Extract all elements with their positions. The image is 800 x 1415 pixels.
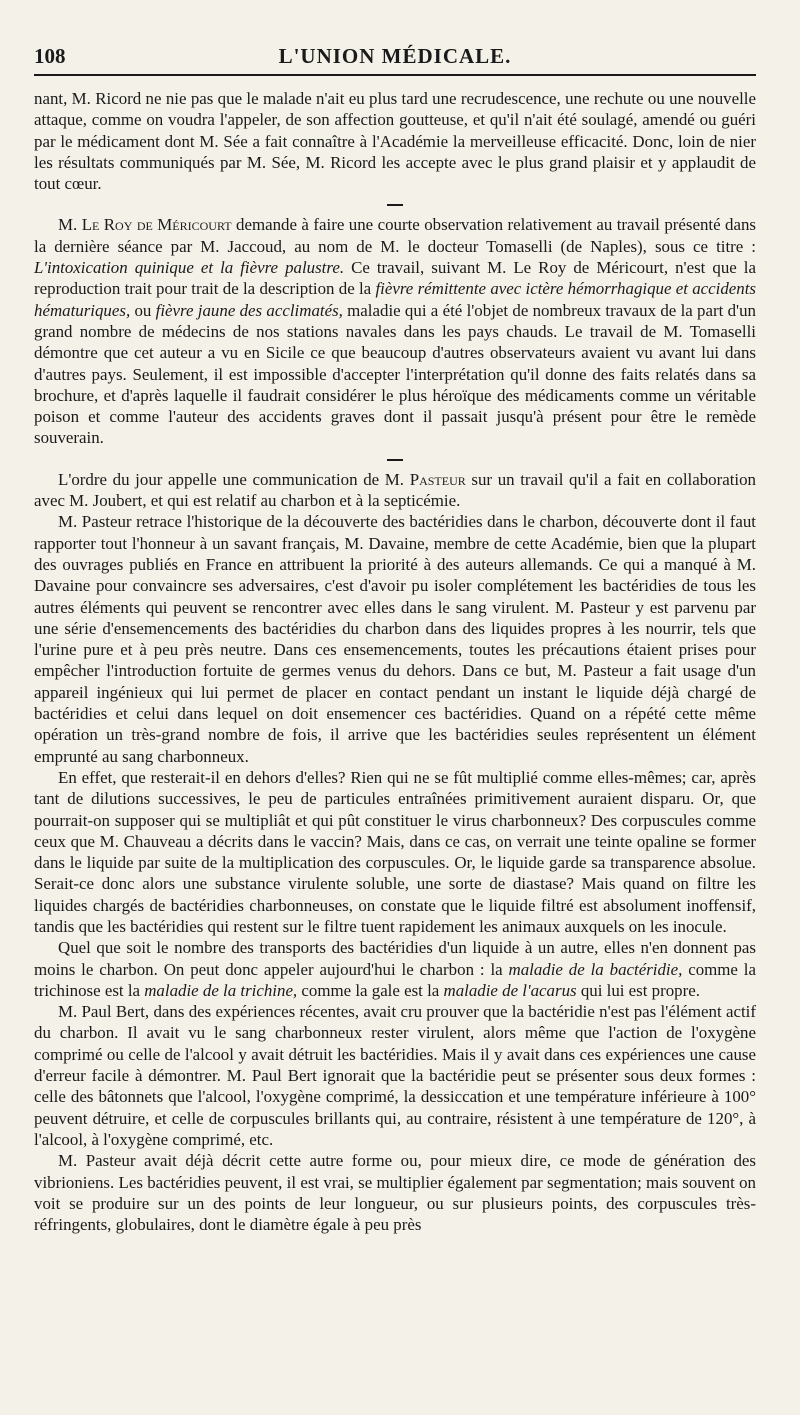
speaker-name: Pasteur — [409, 469, 466, 489]
work-title: L'intoxication quinique et la fièvre palustre. — [34, 258, 345, 278]
page-header — [34, 40, 756, 76]
article-body — [34, 88, 756, 1235]
paragraph-ricord: nant, M. Ricord ne nie pas que le malade n'ait eu plus tard une recrudescence, une rechute ou une nouvelle attaque, comme on voudra l'appeler, de son affection goutteuse, et qu'il n'ait été soulagé, amendé ou guéri par le médicament dont M. Sée a fait connaître à l'Académie la merveilleuse efficacité. Donc, loin de nier les résultats communiqués par M. Sée, M. Ricord les accepte avec le plus grand plaisir et y applaudit de tout cœur. — [34, 89, 756, 194]
paragraph-en-effet: En effet, que resterait-il en dehors d'elles? Rien qui ne se fût multiplié comme elles-mêmes; car, après tant de dilutions successives, le peu de particules entraînées primitivement auraient disparu. Or, que pourrait-on supposer qui se multipliât et qui pût constituer le virus charbonneux? Des corpuscules comme ceux que M. Chauveau a décrits dans le vaccin? Mais, dans ce cas, on verrait une teinte opaline se former dans le liquide par suite de la multiplication des corpuscules. Or, le liquide garde sa transparence absolue. Serait-ce donc alors une substance virulente soluble, une sorte de diastase? Mais quand on filtre les liquides chargés de bactéridies charbonneuses, on constate que le liquide filtré est absolument inoffensif, tandis que les bactéridies qui restent sur le filtre tuent rapidement les animaux auxquels on les inocule. — [34, 767, 756, 936]
paragraph-paul-bert: M. Paul Bert, dans des expériences récentes, avait cru prouver que la bactéridie n'est pas l'élément actif du charbon. Il avait vu le sang charbonneux rester virulent, alors même que l'action de l'oxygène comprimé ou celle de l'alcool y avait détruit les bactéridies. Mais il y avait dans ces expériences une cause d'erreur facile à démontrer. M. Paul Bert ignorait que la bactéridie peut se présenter sous deux formes : celle des bâtonnets que l'alcool, l'oxygène comprimé, la dessiccation et une température inférieure à 100° peuvent détruire, et celle de corpuscules brillants qui, au contraire, résistent à une température de 120°, à l'alcool, à l'oxygène comprimé, etc. — [34, 1002, 756, 1149]
paragraph-le-roy-de-mericourt: M. Le Roy de Méricourt demande à faire une courte observation relativement au travail présenté dans la dernière séance par M. Jaccoud, au nom de M. le docteur Tomaselli (de Naples), sous ce titre : L'intoxication quinique et la fièvre palustre. Ce travail, suivant M. Le Roy de Méricourt, n'est que la reproduction trait pour trait de la description de la fièvre rémittente avec ictère hémorrhagique et accidents hématuriques, ou fièvre jaune des acclimatés, maladie qui a été l'objet de nombreux travaux de la part d'un grand nombre de médecins de nos stations navales dans les pays chauds. Le travail de M. Tomaselli démontre que cet auteur a vu en Sicile ce que beaucoup d'autres observateurs avaient vu avant lui dans d'autres pays. Seulement, il est impossible d'accepter l'interprétation qu'il donne des faits relatés dans sa brochure, et d'après laquelle il faudrait considérer le plus héroïque des médicaments comme un véritable poison et comme l'auteur des accidents graves dont il passait jusqu'à présent pour être le remède souverain. — [34, 215, 756, 448]
page-number: 108 — [34, 44, 66, 68]
section-separator — [387, 459, 403, 461]
speaker-name: Le Roy de Méricourt — [81, 215, 232, 235]
paragraph-pasteur-vibrioniens: M. Pasteur avait déjà décrit cette autre forme ou, pour mieux dire, ce mode de génération des vibrioniens. Les bactéridies peuvent, il est vrai, se multiplier également par segmentation; mais souvent on voit se produire sur un des points de leur longueur, ou sur plusieurs points, des corpuscules très-réfringents, globulaires, dont le diamètre égale à peu près — [34, 1151, 756, 1235]
paragraph-pasteur-historique: M. Pasteur retrace l'historique de la découverte des bactéridies dans le charbon, découverte dont il faut rapporter tout l'honneur à un savant français, M. Davaine, membre de cette Académie, bien que la plupart des ouvrages publiés en France en attribuent la priorité à des auteurs allemands. Ce qui a manqué à M. Davaine pour convaincre ses adversaires, c'est d'avoir pu isoler complétement les bactéridies de tous les autres éléments qui peuvent se rencontrer avec elles dans le sang virulent. M. Pasteur y est parvenu par une série d'ensemencements des bactéridies du charbon dans des liquides propres à les nourrir, tels que l'urine pure et à peu près neutre. Dans ces ensemencements, toutes les précautions étaient prises pour empêcher l'introduction fortuite de germes venus du dehors. Dans ce but, M. Pasteur a fait usage d'un appareil ingénieux qui lui permet de placer en contact pendant un instant le liquide déjà chargé de bactéridies et celui dans lequel on doit ensemencer ces bactéridies. Quand on a répété cette même opération un très-grand nombre de fois, il arrive que les bactéridies seules représentent un élément emprunté au sang charbonneux. — [34, 512, 756, 766]
running-title: L'UNION MÉDICALE. — [278, 44, 512, 68]
section-separator — [387, 204, 403, 206]
paragraph-transports: Quel que soit le nombre des transports des bactéridies d'un liquide à un autre, elles n'en donnent pas moins le charbon. On peut donc appeler aujourd'hui le charbon : la maladie de la bactéridie, comme la trichinose est la maladie de la trichine, comme la gale est la maladie de l'acarus qui lui est propre. — [34, 938, 756, 1000]
paragraph-ordre-du-jour: L'ordre du jour appelle une communication de M. Pasteur sur un travail qu'il a fait en collaboration avec M. Joubert, et qui est relatif au charbon et à la septicémie. — [34, 469, 756, 511]
